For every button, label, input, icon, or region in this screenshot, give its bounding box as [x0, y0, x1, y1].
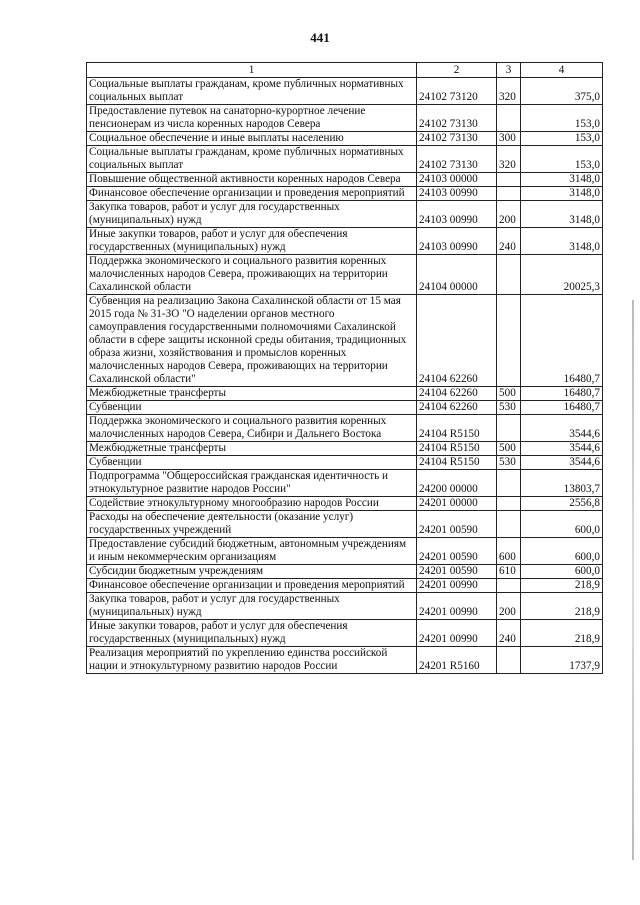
- row-type-cell: 300: [497, 132, 521, 146]
- row-sum-cell: 16480,7: [521, 401, 603, 415]
- column-header-code: 2: [417, 63, 497, 78]
- table-header-row: [87, 63, 603, 78]
- table-row: [87, 105, 603, 132]
- row-code-cell: 24103 00990: [417, 201, 497, 228]
- table-row: [87, 620, 603, 647]
- table-row: [87, 228, 603, 255]
- row-code-cell: 24102 73120: [417, 78, 497, 105]
- table-row: [87, 456, 603, 470]
- row-type-cell: [497, 255, 521, 295]
- table-row: [87, 647, 603, 674]
- row-code-cell: 24200 00000: [417, 470, 497, 497]
- row-name-cell: Расходы на обеспечение деятельности (оказание услуг) государственных учреждений: [87, 511, 417, 538]
- row-name-cell: Социальные выплаты гражданам, кроме публичных нормативных социальных выплат: [87, 146, 417, 173]
- row-type-cell: [497, 415, 521, 442]
- row-type-cell: 240: [497, 620, 521, 647]
- row-type-cell: 240: [497, 228, 521, 255]
- row-code-cell: 24102 73130: [417, 105, 497, 132]
- row-name-cell: Субвенция на реализацию Закона Сахалинской области от 15 мая 2015 года № 31-ЗО "О наделении органов местного самоуправления государственными полномочиями Сахалинской области в сфере защиты исконной среды обитания, традиционных образа жизни, хозяйствования и промыслов коренных малочисленных народов Севера, проживающих на территории Сахалинской области": [87, 295, 417, 387]
- row-sum-cell: 3544,6: [521, 415, 603, 442]
- table-row: [87, 146, 603, 173]
- scan-edge-mark: [632, 300, 634, 860]
- table-row: [87, 132, 603, 146]
- row-sum-cell: 600,0: [521, 538, 603, 565]
- row-type-cell: 610: [497, 565, 521, 579]
- row-code-cell: 24201 00990: [417, 620, 497, 647]
- table-row: [87, 511, 603, 538]
- page-number: 441: [310, 30, 330, 45]
- table-row: [87, 295, 603, 387]
- row-code-cell: 24102 73130: [417, 146, 497, 173]
- row-code-cell: 24103 00000: [417, 173, 497, 187]
- row-type-cell: 600: [497, 538, 521, 565]
- table-row: [87, 187, 603, 201]
- table-row: [87, 401, 603, 415]
- row-sum-cell: 2556,8: [521, 497, 603, 511]
- table-row: [87, 593, 603, 620]
- row-type-cell: [497, 497, 521, 511]
- row-type-cell: 530: [497, 401, 521, 415]
- row-name-cell: Финансовое обеспечение организации и проведения мероприятий: [87, 579, 417, 593]
- row-name-cell: Иные закупки товаров, работ и услуг для обеспечения государственных (муниципальных) нужд: [87, 620, 417, 647]
- row-name-cell: Поддержка экономического и социального развития коренных малочисленных народов Севера, Сибири и Дальнего Востока: [87, 415, 417, 442]
- row-sum-cell: 218,9: [521, 620, 603, 647]
- row-code-cell: 24201 00590: [417, 511, 497, 538]
- row-name-cell: Предоставление субсидий бюджетным, автономным учреждениям и иным некоммерческим организациям: [87, 538, 417, 565]
- row-sum-cell: 3148,0: [521, 187, 603, 201]
- row-type-cell: 530: [497, 456, 521, 470]
- row-sum-cell: 600,0: [521, 511, 603, 538]
- table-row: [87, 78, 603, 105]
- row-sum-cell: 600,0: [521, 565, 603, 579]
- row-name-cell: Финансовое обеспечение организации и проведения мероприятий: [87, 187, 417, 201]
- row-sum-cell: 153,0: [521, 105, 603, 132]
- row-code-cell: 24201 00000: [417, 497, 497, 511]
- row-sum-cell: 3148,0: [521, 228, 603, 255]
- row-code-cell: 24201 00590: [417, 565, 497, 579]
- column-header-name: 1: [87, 63, 417, 78]
- table-row: [87, 173, 603, 187]
- table-row: [87, 470, 603, 497]
- row-sum-cell: 1737,9: [521, 647, 603, 674]
- row-type-cell: 320: [497, 78, 521, 105]
- row-code-cell: 24103 00990: [417, 228, 497, 255]
- row-sum-cell: 3148,0: [521, 173, 603, 187]
- row-type-cell: [497, 173, 521, 187]
- row-name-cell: Субсидии бюджетным учреждениям: [87, 565, 417, 579]
- column-header-type: 3: [497, 63, 521, 78]
- table-row: [87, 579, 603, 593]
- row-type-cell: [497, 105, 521, 132]
- table-row: [87, 415, 603, 442]
- row-name-cell: Предоставление путевок на санаторно-курортное лечение пенсионерам из числа коренных народов Севера: [87, 105, 417, 132]
- row-code-cell: 24104 R5150: [417, 456, 497, 470]
- table-row: [87, 442, 603, 456]
- row-name-cell: Социальные выплаты гражданам, кроме публичных нормативных социальных выплат: [87, 78, 417, 105]
- row-sum-cell: 3544,6: [521, 442, 603, 456]
- row-sum-cell: 218,9: [521, 579, 603, 593]
- row-name-cell: Закупка товаров, работ и услуг для государственных (муниципальных) нужд: [87, 593, 417, 620]
- row-code-cell: 24104 00000: [417, 255, 497, 295]
- table-row: [87, 387, 603, 401]
- row-name-cell: Межбюджетные трансферты: [87, 387, 417, 401]
- row-name-cell: Реализация мероприятий по укреплению единства российской нации и этнокультурному развитию народов России: [87, 647, 417, 674]
- table-row: [87, 538, 603, 565]
- row-name-cell: Социальное обеспечение и иные выплаты населению: [87, 132, 417, 146]
- row-code-cell: 24103 00990: [417, 187, 497, 201]
- row-code-cell: 24102 73130: [417, 132, 497, 146]
- row-type-cell: [497, 579, 521, 593]
- row-sum-cell: 375,0: [521, 78, 603, 105]
- row-name-cell: Иные закупки товаров, работ и услуг для обеспечения государственных (муниципальных) нужд: [87, 228, 417, 255]
- row-code-cell: 24104 R5150: [417, 415, 497, 442]
- row-name-cell: Субвенции: [87, 456, 417, 470]
- row-sum-cell: 3544,6: [521, 456, 603, 470]
- row-name-cell: Подпрограмма "Общероссийская гражданская идентичность и этнокультурное развитие народов России": [87, 470, 417, 497]
- row-type-cell: 320: [497, 146, 521, 173]
- row-sum-cell: 218,9: [521, 593, 603, 620]
- row-code-cell: 24104 R5150: [417, 442, 497, 456]
- row-sum-cell: 16480,7: [521, 295, 603, 387]
- row-type-cell: [497, 511, 521, 538]
- row-type-cell: [497, 470, 521, 497]
- row-sum-cell: 20025,3: [521, 255, 603, 295]
- row-type-cell: 200: [497, 201, 521, 228]
- row-sum-cell: 3148,0: [521, 201, 603, 228]
- row-sum-cell: 153,0: [521, 132, 603, 146]
- budget-table: [86, 62, 603, 674]
- row-code-cell: 24104 62260: [417, 295, 497, 387]
- table-row: [87, 255, 603, 295]
- row-code-cell: 24201 00990: [417, 593, 497, 620]
- row-type-cell: [497, 295, 521, 387]
- row-type-cell: 500: [497, 442, 521, 456]
- row-type-cell: [497, 647, 521, 674]
- row-sum-cell: 153,0: [521, 146, 603, 173]
- row-code-cell: 24201 R5160: [417, 647, 497, 674]
- row-code-cell: 24201 00590: [417, 538, 497, 565]
- row-type-cell: 200: [497, 593, 521, 620]
- column-header-sum: 4: [521, 63, 603, 78]
- row-name-cell: Субвенции: [87, 401, 417, 415]
- row-name-cell: Межбюджетные трансферты: [87, 442, 417, 456]
- row-name-cell: Поддержка экономического и социального развития коренных малочисленных народов Севера, проживающих на территории Сахалинской области: [87, 255, 417, 295]
- row-name-cell: Повышение общественной активности коренных народов Севера: [87, 173, 417, 187]
- row-type-cell: 500: [497, 387, 521, 401]
- table-row: [87, 565, 603, 579]
- row-name-cell: Содействие этнокультурному многообразию народов России: [87, 497, 417, 511]
- row-code-cell: 24104 62260: [417, 401, 497, 415]
- row-code-cell: 24201 00990: [417, 579, 497, 593]
- row-type-cell: [497, 187, 521, 201]
- row-name-cell: Закупка товаров, работ и услуг для государственных (муниципальных) нужд: [87, 201, 417, 228]
- table-row: [87, 201, 603, 228]
- table-row: [87, 497, 603, 511]
- row-code-cell: 24104 62260: [417, 387, 497, 401]
- row-sum-cell: 13803,7: [521, 470, 603, 497]
- row-sum-cell: 16480,7: [521, 387, 603, 401]
